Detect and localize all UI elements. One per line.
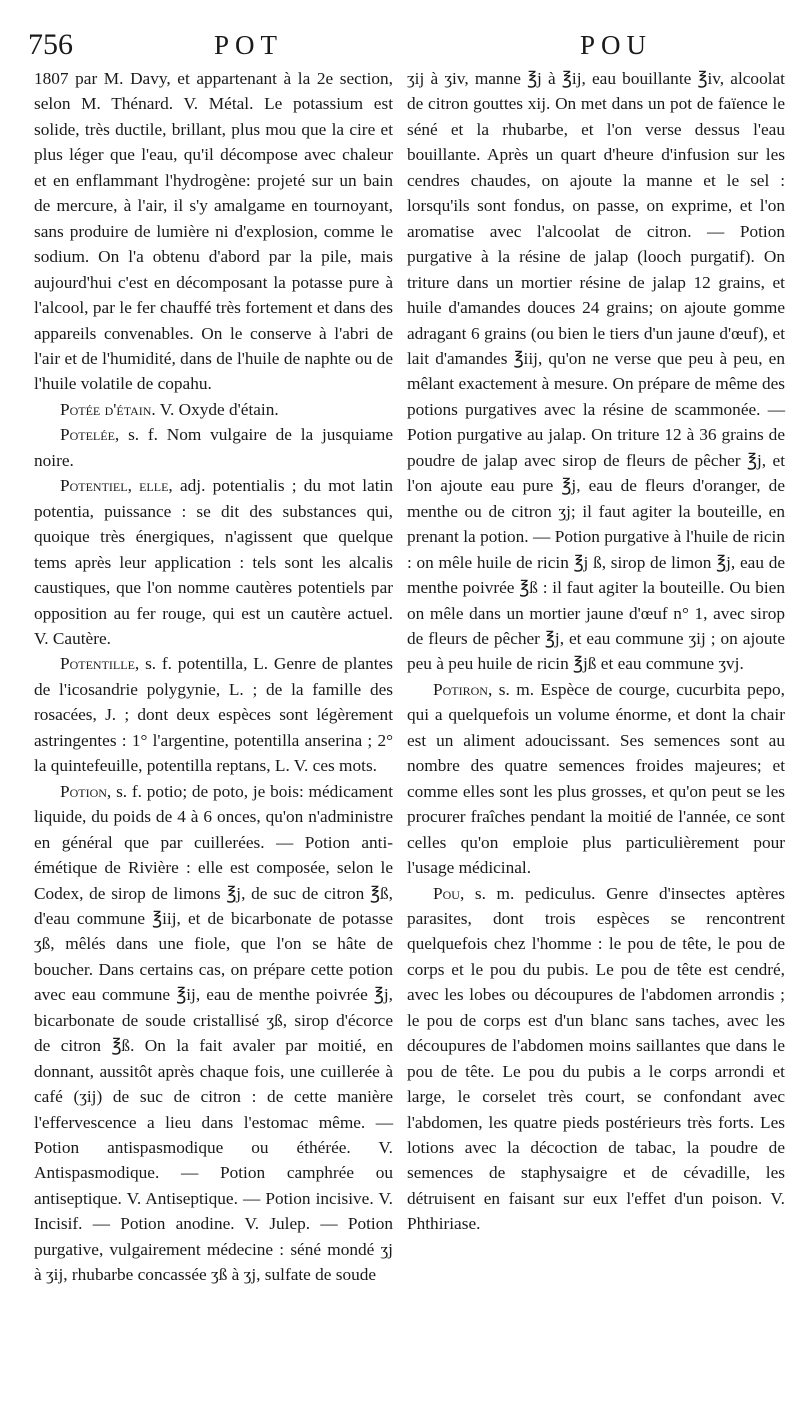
entry-body: s. f. potio; de poto, je bois: médicament liquide, du poids de 4 à 6 onces, qu'on n'administre en général que par cuillerées. — Potion anti-émétique de Rivière : elle est composée, selon le Codex, de sirop de limons ℥j, de suc de citron ℥ß, d'eau commune ℥iij, et de bicarbonate de potasse ʒß, mêlés dans une fiole, que l'on se hâte de boucher. Dans certains cas, on prépare cette potion avec eau commune ℥ij, eau de menthe poivrée ℥j, bicarbonate de soude cristallisé ʒß, sirop d'écorce de citron ℥ß. On la fait avaler par moitié, en donnant, aussitôt après chaque fois, une cuillerée à café (ʒij) de suc de citron : de cette manière l'effervescence a lieu dans l'estomac même. — Potion antispasmodique ou éthérée. V. Antispasmodique. — Potion camphrée ou antiseptique. V. Antiseptique. — Potion incisive. V. Incisif. — Potion anodine. V. Julep. — Potion purgative, vulgairement médecine : séné mondé ʒj à ʒij, rhubarbe concassée ʒß à ʒj, sulfate de soude — [34, 781, 393, 1285]
entry-body: s. m. Espèce de courge, cucurbita pepo, qui a quelquefois un volume énorme, et dont la chair est un aliment adoucissant. Ses semences sont au nombre des quatre semences froides majeures; et comme elles sont les plus grosses, et qu'on peut se les procurer fraîches pendant la moitié de l'année, ce sont celles qu'on emploie plus particulièrement pour l'usage médicinal. — [407, 679, 785, 878]
left-running-head: POT — [214, 30, 284, 60]
entry-body: V. Oxyde d'étain. — [159, 399, 279, 419]
entry-body: s. m. pediculus. Genre d'insectes aptères parasites, dont trois espèces se rencontrent quelquefois chez l'homme : le pou de tête, le pou de corps et le pou du pubis. Le pou de tête est cendré, avec les lobes ou découpures de l'abdomen arrondis ; le pou de corps est d'un blanc sans taches, avec les découpures de l'abdomen moins saillantes que dans le pou de tête. Le pou du pubis a le corps arrondi et large, le corselet très court, se confondant avec l'abdomen, les quatre pieds postérieurs très forts. Les lotions avec la décoction de tabac, la poudre de semences de staphysaigre et de cévadille, les détruisent en faisant sur eux l'effet d'un poison. V. Phthiriase. — [407, 883, 785, 1234]
entry-potelee — [34, 422, 393, 473]
entry-body: adj. potentialis ; du mot latin potentia, puissance : se dit des substances qui, quoique très énergiques, n'agissent que quelque tems après leur application : tels sont les alcalis caustiques, que l'on nomme cautères potentiels par opposition au fer rouge, qui est un cautère actuel. V. Cautère. — [34, 476, 394, 648]
left-column — [34, 66, 393, 1288]
entry-headword: Pou, — [433, 883, 465, 903]
entry-headword: Potée d'étain. — [60, 399, 156, 419]
right-running-head: POU — [580, 30, 653, 60]
entry-potentiel — [34, 473, 393, 651]
entry-potiron — [407, 677, 785, 881]
right-column — [407, 66, 785, 1237]
continuation-paragraph: 1807 par M. Davy, et appartenant à la 2e section, selon M. Thénard. V. Métal. Le potassium est solide, très ductile, brillant, plus mou que la cire et plus léger que l'eau, qu'il décompose avec chaleur et en enflammant l'hydrogène: projeté sur un bain de mercure, à l'air, il s'y amalgame en tournoyant, sans produire de lumière ni d'explosion, comme le sodium. On l'a obtenu d'abord par la pile, mais aujourd'hui c'est en décomposant la potasse pure à l'alcool, par le fer chauffé très fortement et dans des appareils convenables. On le conserve à l'abri de l'air et de l'humidité, dans de l'huile de naphte ou de l'huile volatile de copahu. — [34, 69, 393, 394]
entry-potentille — [34, 651, 393, 778]
entry-body: s. f. Nom vulgaire de la jusquiame noire. — [34, 425, 393, 470]
entry-headword: Potelée, — [60, 425, 120, 445]
entry-pou — [407, 881, 785, 1237]
entry-headword: Potion, — [60, 781, 112, 801]
entry-headword: Potentiel, elle, — [60, 476, 173, 496]
entry-headword: Potiron, — [433, 679, 493, 699]
page-header — [28, 28, 782, 68]
entry-body: s. f. potentilla, L. Genre de plantes de l'icosandrie polygynie, L. ; de la famille des rosacées, J. ; dont deux espèces sont légèrement astringentes : 1° l'argentine, potentilla anserina ; 2° la quintefeuille, potentilla reptans, L. V. ces mots. — [34, 654, 393, 776]
entry-potee-d-etain — [34, 397, 393, 422]
page-number: 756 — [28, 28, 73, 61]
entry-potion — [34, 779, 393, 1288]
entry-headword: Potentille, — [60, 654, 140, 674]
continuation-paragraph: ʒij à ʒiv, manne ℥j à ℥ij, eau bouillante ℥iv, alcoolat de citron gouttes xij. On met dans un pot de faïence le séné et la rhubarbe, et l'on verse dessus l'eau bouillante. Après un quart d'heure d'infusion sur les cendres chaudes, on ajoute la manne et le sel : lorsqu'ils sont fondus, on passe, on exprime, et l'on aromatise avec l'alcoolat de citron. — Potion purgative à la résine de jalap (looch purgatif). On triture dans un mortier résine de jalap 12 grains, et huile d'amandes douces 24 grains; on ajoute gomme adragant 6 grains (ou bien le tiers d'un jaune d'œuf), et lait d'amandes ℥iij, qu'on ne verse que peu à peu, en mêlant exactement à mesure. On prépare de même des potions purgatives avec la résine de scammonée. — Potion purgative au jalap. On triture 12 à 36 grains de poudre de jalap avec sirop de fleurs de pêcher ℥j, et l'on ajoute eau pure ℥j, eau de fleurs d'oranger, de menthe ou de citron ʒj; il faut agiter la bouteille, en prenant la potion. — Potion purgative à l'huile de ricin : on mêle huile de ricin ℥j ß, sirop de limon ℥j, eau de menthe poivrée ℥ß : il faut agiter la bouteille. Ou bien on mêle dans un mortier jaune d'œuf n° 1, avec sirop de fleurs de pêcher ℥j, et eau commune ʒij ; on ajoute peu à peu huile de ricin ℥jß et eau commune ʒvj. — [407, 69, 785, 674]
